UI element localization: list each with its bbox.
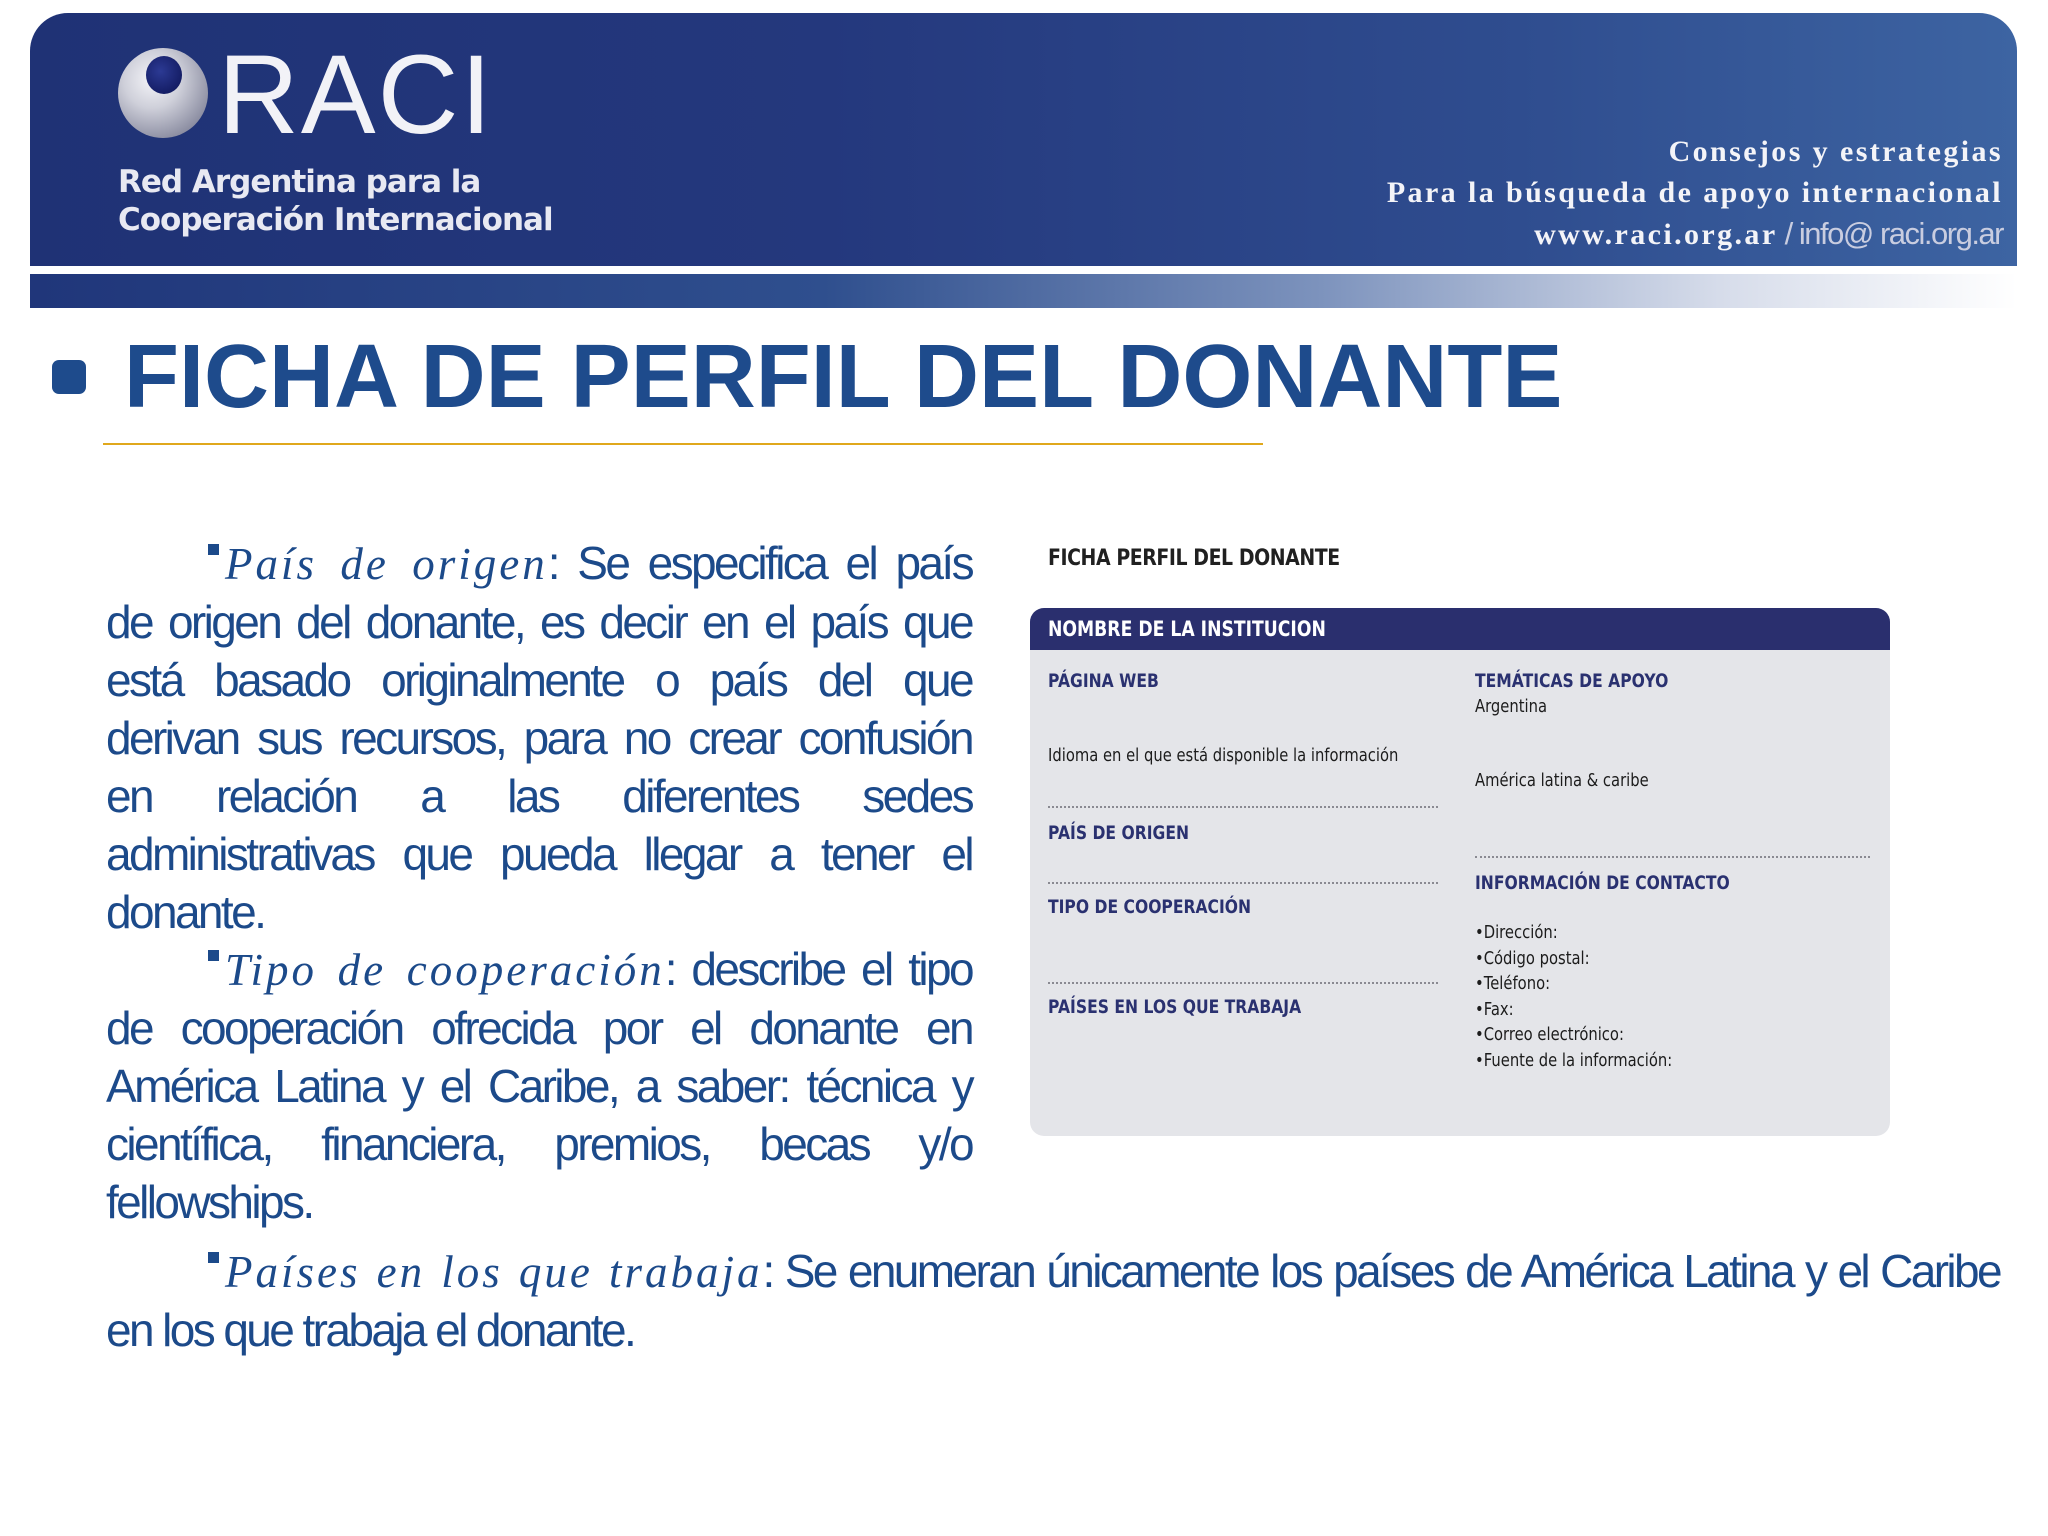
logo-name: RACI xyxy=(218,32,494,157)
label-pagina-web: PÁGINA WEB xyxy=(1048,670,1159,692)
logo-subtitle xyxy=(118,163,553,239)
contact-item: • Teléfono: xyxy=(1475,971,1672,997)
bullet-square-icon xyxy=(208,1252,219,1263)
bullet-square-icon xyxy=(208,544,219,555)
email-link[interactable]: info@ raci.org.ar xyxy=(1798,216,2003,251)
tagline-line2: Para la búsqueda de apoyo internacional xyxy=(1386,176,2003,209)
header-tagline xyxy=(1387,131,2003,255)
header-gradient-bar xyxy=(30,274,2017,308)
tagline-line1: Consejos y estrategias xyxy=(1668,135,2003,168)
label-informacion-de-contacto: INFORMACIÓN DE CONTACTO xyxy=(1475,872,1730,894)
text-paises-en-los-que-trabaja: : Se enumeran únicamente los países de América Latina y el Caribe en los que trabaja el donante. xyxy=(106,1245,2001,1356)
value-region: América latina & caribe xyxy=(1475,770,1649,791)
term-paises-en-los-que-trabaja: Países en los que trabaja xyxy=(225,1247,763,1297)
raci-logo-sphere-icon xyxy=(118,48,208,138)
label-tipo-de-cooperacion: TIPO DE COOPERACIÓN xyxy=(1048,896,1252,918)
contact-item: • Código postal: xyxy=(1475,946,1672,972)
logo-subtitle-line1: Red Argentina para la xyxy=(118,164,481,200)
website-link[interactable]: www.raci.org.ar xyxy=(1534,218,1778,251)
contact-item: • Fuente de la información: xyxy=(1475,1048,1672,1074)
contact-item: • Dirección: xyxy=(1475,920,1672,946)
contact-item: • Correo electrónico: xyxy=(1475,1022,1672,1048)
title-underline xyxy=(103,443,1263,445)
paragraph-paises-en-los-que-trabaja xyxy=(106,1242,2000,1359)
label-pais-de-origen: PAÍS DE ORIGEN xyxy=(1048,822,1190,844)
logo-subtitle-line2: Cooperación Internacional xyxy=(118,202,553,238)
term-pais-de-origen: País de origen xyxy=(225,539,548,589)
paragraph-tipo-de-cooperacion xyxy=(106,940,972,1231)
donor-profile-form xyxy=(1030,608,1890,1136)
divider-line xyxy=(1048,806,1438,808)
bullet-square-icon xyxy=(208,950,219,961)
form-header-bar xyxy=(1030,608,1890,650)
divider-line xyxy=(1048,882,1438,884)
divider-line xyxy=(1048,982,1438,984)
text-tipo-de-cooperacion: : describe el tipo de cooperación ofrecida por el donante en América Latina y el Caribe, a saber: técnica y científica, financiera, premios, becas y/o fellowships. xyxy=(106,943,972,1228)
form-figure-title: FICHA PERFIL DEL DONANTE xyxy=(1048,546,1340,571)
label-tematicas-de-apoyo: TEMÁTICAS DE APOYO xyxy=(1475,670,1669,692)
title-bullet-icon xyxy=(52,360,86,394)
term-tipo-de-cooperacion: Tipo de cooperación xyxy=(225,945,665,995)
text-idioma: Idioma en el que está disponible la información xyxy=(1048,745,1399,766)
header-banner xyxy=(30,13,2017,266)
label-paises-en-los-que-trabaja: PAÍSES EN LOS QUE TRABAJA xyxy=(1048,996,1302,1018)
contact-item: • Fax: xyxy=(1475,997,1672,1023)
paragraph-pais-de-origen xyxy=(106,534,972,941)
form-header-label: NOMBRE DE LA INSTITUCION xyxy=(1048,617,1326,641)
slide-title: FICHA DE PERFIL DEL DONANTE xyxy=(124,327,1563,427)
contact-line xyxy=(1387,213,2003,255)
text-pais-de-origen: : Se especifica el país de origen del donante, es decir en el país que está basado originalmente o país del que derivan sus recursos, para no crear confusión en relación a las diferentes sedes administrativas que pueda llegar a tener el donante. xyxy=(106,537,972,938)
value-tematicas: Argentina xyxy=(1475,696,1548,717)
contact-list xyxy=(1475,920,1672,1073)
separator: / xyxy=(1777,216,1799,251)
divider-line xyxy=(1475,856,1870,858)
